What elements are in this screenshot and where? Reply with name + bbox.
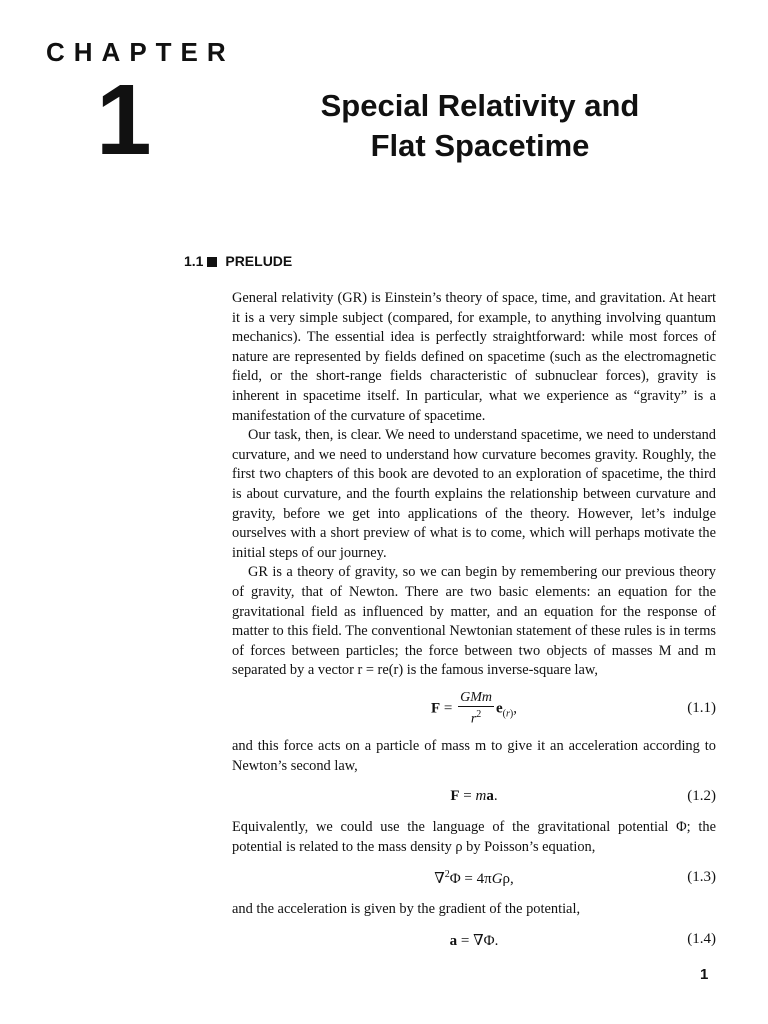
chapter-number: 1 [96, 64, 152, 176]
body-text-block-2 [232, 737, 716, 776]
paragraph-4: and this force acts on a particle of mass m to give it an acceleration according to Newton’s second law, [232, 738, 716, 774]
body-text-block-1 [232, 289, 716, 681]
paragraph-1: General relativity (GR) is Einstein’s theory of space, time, and gravitation. At heart it is a very simple subject (compared, for example, to anything involving quantum mechanics). The essential idea is perfectly straightforward: while most forces of nature are represented by fields defined on spacetime (such as the electromagnetic field, or the short-range fields characteristic of subnuclear forces), gravity is inherent in spacetime itself. In particular, what we experience as “gravity” is a manifestation of the curvature of spacetime. [232, 290, 716, 424]
equation-label-1-3: (1.3) [687, 869, 716, 885]
square-bullet-icon [207, 257, 217, 267]
equation-1-1 [232, 690, 716, 730]
paragraph-3: GR is a theory of gravity, so we can begin by remembering our previous theory of gravity, that of Newton. There are two basic elements: an equation for the gravitational field as influenced by matter, and an equation for the response of matter to this field. The conventional Newtonian statement of these rules is in terms of forces between particles; the force between two objects of masses M and m separated by a vector r = re(r) is the famous inverse-square law, [232, 564, 716, 679]
section-title: PRELUDE [225, 253, 293, 269]
paragraph-5: Equivalently, we could use the language of the gravitational potential Φ; the potential is related to the mass density ρ by Poisson’s equation, [232, 819, 716, 855]
equation-label-1-4: (1.4) [687, 931, 716, 947]
paragraph-2: Our task, then, is clear. We need to understand spacetime, we need to understand curvature, and we need to understand how curvature becomes gravity. Roughly, the first two chapters of this book are devoted to an exploration of spacetime, the third is about curvature, and the fourth explains the relationship between curvature and gravity, before we get into applications of the theory. However, let’s indulge ourselves with a short preview of what is to come, which will perhaps motivate the initial steps of our journey. [232, 427, 716, 561]
section-number: 1.1 [184, 253, 204, 269]
paragraph-6: and the acceleration is given by the gradient of the potential, [232, 901, 581, 917]
chapter-label: CHAPTER [46, 37, 235, 67]
body-text-block-3 [232, 818, 716, 857]
equation-1-3-body: ∇$^2$Φ = 4πGρ, [434, 869, 514, 887]
chapter-title-line-2: Flat Spacetime [370, 128, 590, 163]
chapter-title-line-1: Special Relativity and [320, 88, 640, 123]
equation-1-4-body: a = ∇Φ. [449, 933, 499, 949]
chapter-title [300, 86, 660, 166]
page-number: 1 [700, 966, 709, 983]
equation-1-2-body: F = ma. [450, 788, 498, 804]
equation-label-1-2: (1.2) [687, 788, 716, 804]
equation-1-1-body: F = $\frac{\text{GMm}}{r^2}$ $e_{(r)}$, [430, 690, 518, 727]
body-text-block-4 [232, 900, 716, 920]
equation-label-1-1: (1.1) [687, 700, 716, 716]
equation-1-4 [232, 931, 716, 971]
section-heading [184, 251, 292, 271]
